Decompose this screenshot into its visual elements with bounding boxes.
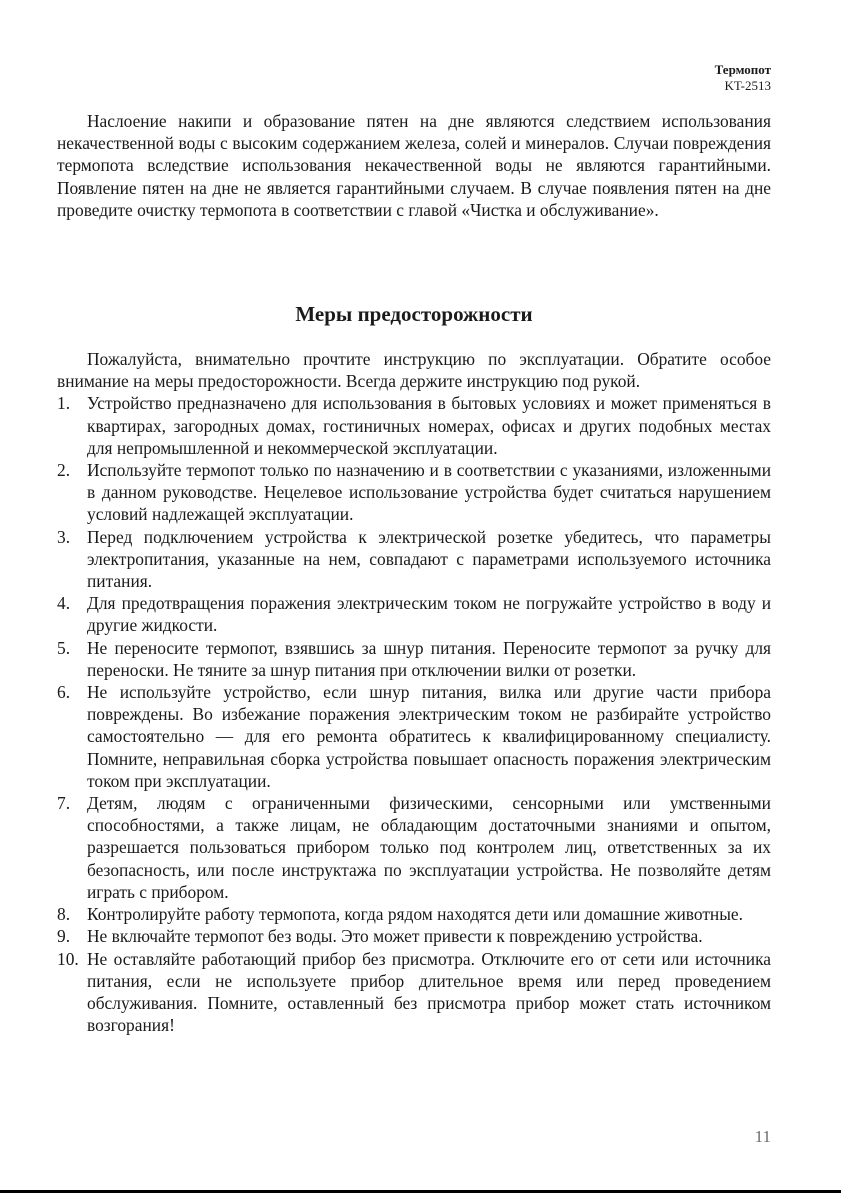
precaution-item-number: 10. [57, 948, 79, 969]
precaution-item-number: 5. [57, 637, 71, 658]
precaution-item-number: 4. [57, 593, 71, 614]
precaution-item-text: Не используйте устройство, если шнур питания, вилка или другие части прибора повреждены. Во избежание поражения электрическим током не разбирайте устройство самостоятельно — для его ремонта обратитесь к квалифицированному специалисту. Помните, неправильная сборка устройства повышает опасность поражения электрическим током при эксплуатации. [87, 682, 771, 791]
precaution-item-number: 3. [57, 526, 71, 547]
section-title: Меры предосторожности [295, 302, 533, 327]
page-body [57, 110, 771, 1036]
precaution-item-text: Перед подключением устройства к электрической розетке убедитесь, что параметры электропитания, указанные на нем, совпадают с параметрами используемого источника питания. [87, 526, 771, 592]
precaution-item-text: Не переносите термопот, взявшись за шнур питания. Переносите термопот за ручку для переноски. Не тяните за шнур питания при отключении вилки от розетки. [87, 637, 771, 680]
precaution-item [57, 903, 771, 925]
precaution-item [57, 592, 771, 636]
precaution-item [57, 637, 771, 681]
section-lead-paragraph: Пожалуйста, внимательно прочтите инструкцию по эксплуатации. Обратите особое внимание на меры предосторожности. Всегда держите инструкцию под рукой. [57, 349, 771, 392]
precaution-item-text: Не включайте термопот без воды. Это может привести к повреждению устройства. [87, 926, 703, 947]
precaution-item [57, 392, 771, 459]
running-header [715, 62, 771, 94]
precaution-item-number: 1. [57, 393, 71, 414]
precaution-item [57, 526, 771, 593]
precaution-item-number: 8. [57, 904, 71, 925]
precaution-item [57, 459, 771, 526]
precaution-item-text: Устройство предназначено для использования в бытовых условиях и может применяться в квартирах, загородных домах, гостиничных номерах, офисах и других подобных местах для непромышленной и некоммерческой эксплуатации. [87, 393, 771, 458]
page-number: 11 [754, 1127, 771, 1146]
precaution-item-text: Для предотвращения поражения электрическим током не погружайте устройство в воду и другие жидкости. [87, 593, 771, 636]
header-model-code: KT-2513 [724, 78, 771, 93]
precaution-item-number: 6. [57, 682, 71, 703]
precaution-item [57, 681, 771, 792]
precaution-item-text: Не оставляйте работающий прибор без присмотра. Отключите его от сети или источника питания, если не используете прибор длительное время или перед проведением обслуживания. Помните, оставленный без присмотра прибор может стать источником возгорания! [87, 948, 771, 1036]
intro-paragraph: Наслоение накипи и образование пятен на дне являются следствием использования некачественной воды с высоким содержанием железа, солей и минералов. Случаи повреждения термопота вследствие использования некачественной воды не являются гарантийными. Появление пятен на дне не является гарантийными случаем. В случае появления пятен на дне проведите очистку термопота в соответствии с главой «Чистка и обслуживание». [57, 111, 771, 220]
precaution-item-text: Детям, людям с ограниченными физическими, сенсорными или умственными способностями, а также лицам, не обладающим достаточными знаниями и опытом, разрешается пользоваться прибором только под контролем лиц, ответственных за их безопасность, или после инструктажа по эксплуатации устройства. Не позволяйте детям играть с прибором. [87, 793, 771, 902]
precaution-item-number: 7. [57, 793, 71, 814]
precaution-item-number: 9. [57, 926, 71, 947]
precautions-list [57, 392, 771, 1036]
precaution-item-number: 2. [57, 460, 71, 481]
precaution-item-text: Контролируйте работу термопота, когда рядом находятся дети или домашние животные. [87, 904, 743, 925]
precaution-item-text: Используйте термопот только по назначению и в соответствии с указаниями, изложенными в данном руководстве. Нецелевое использование устройства будет считаться нарушением условий надлежащей эксплуатации. [87, 460, 771, 525]
precaution-item [57, 925, 771, 947]
precaution-item [57, 792, 771, 903]
header-product-name: Термопот [714, 62, 771, 77]
precaution-item [57, 948, 771, 1037]
